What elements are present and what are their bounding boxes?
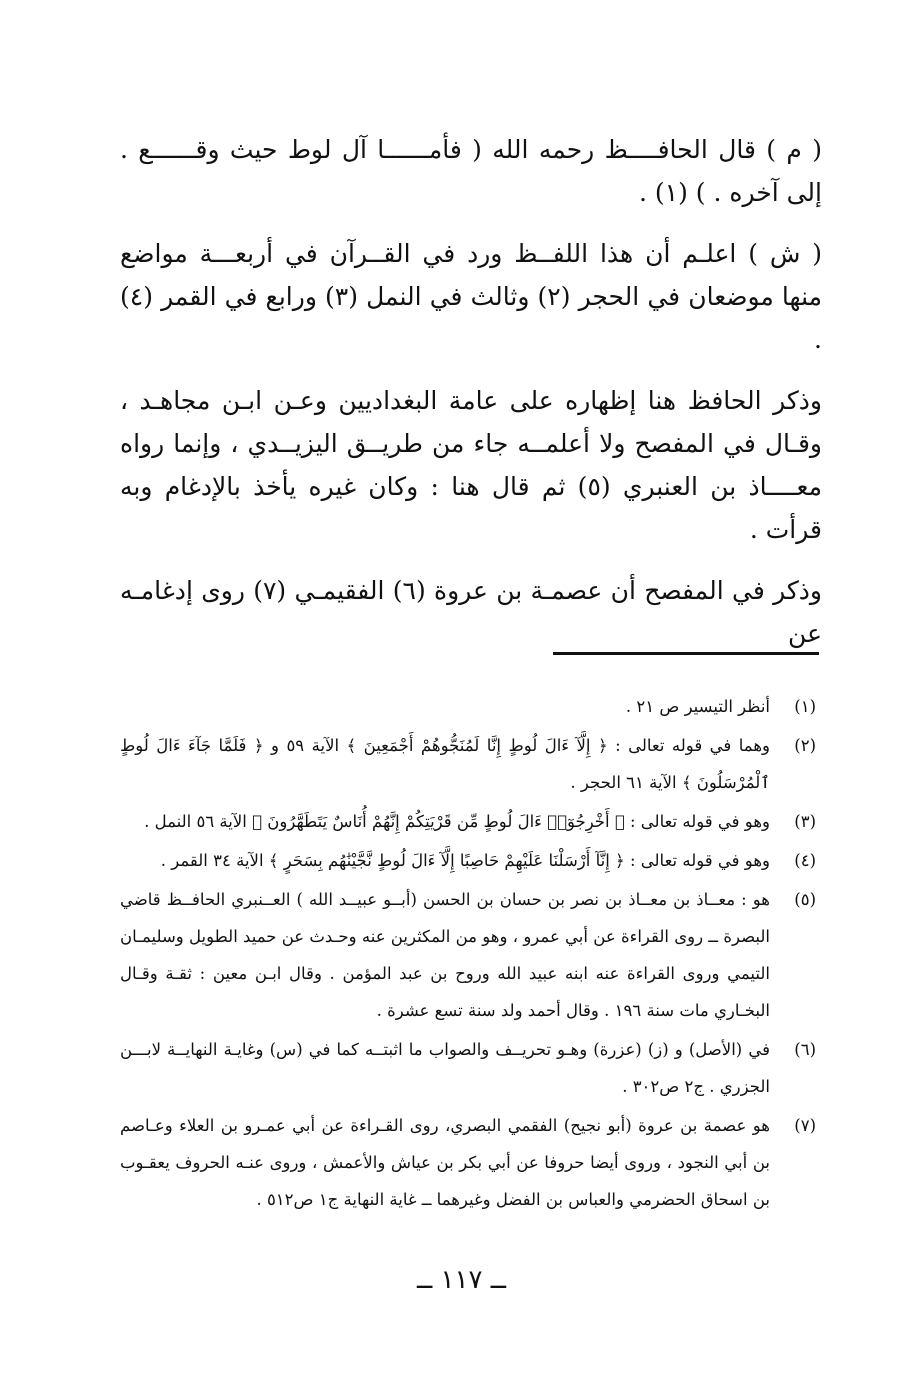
footnote-text: وهو في قوله تعالى : ﴿ إِنَّآ أَرْسَلْنَا عَلَيْهِمْ حَاصِبًا إِلَّآ ءَالَ لُوطٍ نَّجَّيْنَٰهُم بِسَحَرٍ ﴾ الآية ٣٤ القمر . [160, 851, 770, 870]
footnote-7 [120, 1107, 822, 1218]
footnote-text: وهما في قوله تعالى : ﴿ إِلَّآ ءَالَ لُوطٍ إِنَّا لَمُنَجُّوهُمْ أَجْمَعِينَ ﴾ الآية ٥٩ و ﴿ فَلَمَّا جَآءَ ءَالَ لُوطٍ ٱلْمُرْسَلُونَ ﴾ الآية ٦١ الحجر . [120, 736, 770, 792]
footnote-number: (٦) [794, 1040, 816, 1059]
footnote-number: (١) [794, 697, 816, 716]
footnote-5 [120, 881, 822, 1029]
footnote-text: في (الأصل) و (ز) (عزرة) وهـو تحريــف والصواب ما اثبتــه كما في (س) وغايـة النهايــة لابـــن الجزري . ج٢ ص٣٠٢ . [120, 1040, 770, 1096]
page-number: ــ ١١٧ ــ [417, 1265, 506, 1295]
footnote-4 [120, 842, 822, 879]
paragraph-3: وذكر الحافظ هنا إظهاره على عامة البغداديين وعـن ابـن مجاهـد ، وقـال في المفصح ولا أعلمــه جاء من طريــق اليزيــدي ، وإنما رواه معــــاذ بن العنبري (٥) ثم قال هنا : وكان غيره يأخذ بالإدغام وبه قرأت . [120, 386, 822, 544]
footnote-text: هو : معــاذ بن معــاذ بن نصر بن حسان بن الحسن (أبــو عبيــد الله ) العــنبري الحافــظ قاضي البصرة ــ روى القراءة عن أبي عمرو ، وهو من المكثرين عنه وحـدث عن حميد الطويل وسليمـان التيمي وروى القراءة عنه ابنه عبيد الله وروح بن عبد المؤمن . وقال ابـن معين : ثقـة وقـال البخـاري مات سنة ١٩٦ . وقال أحمد ولد سنة تسع عشرة . [120, 890, 770, 1020]
footnotes [120, 688, 822, 1220]
footnote-text: أنظر التيسير ص ٢١ . [625, 697, 770, 716]
paragraph-4: وذكر في المفصح أن عصمـة بن عروة (٦) الفقيمـي (٧) روى إدغامـه عن [120, 576, 822, 648]
footnote-number: (٤) [794, 851, 816, 870]
paragraph-1: ( م ) قال الحافــــظ رحمه الله ( فأمــــــا آل لوط حيث وقــــــع . إلى آخره . ) (١) . [120, 135, 822, 207]
footnote-2 [120, 727, 822, 801]
footnote-number: (٧) [794, 1116, 816, 1135]
footnote-text: هو عصمة بن عروة (أبو نجيح) الفقمي البصري، روى القـراءة عن أبي عمـرو بن العلاء وعـاصم بن أبي النجود ، وروى أيضا حروفا عن أبي بكر بن عياش والأعمش ، وروى عنـه الحروف يعقـوب بن اسحاق الحضرمي والعباس بن الفضل وغيرهما ــ غاية النهاية ج١ ص٥١٢ . [120, 1116, 770, 1209]
footnote-3 [120, 803, 822, 840]
footnote-number: (٥) [794, 890, 816, 909]
main-text [120, 128, 822, 655]
footnote-1 [120, 688, 822, 725]
footnote-separator [553, 652, 819, 655]
footnote-text: وهو في قوله تعالى : ﴿ أَخْرِجُوٓا۟ ءَالَ لُوطٍ مِّن قَرْيَتِكُمْ إِنَّهُمْ أُنَاسٌ يَتَطَهَّرُونَ ﴾ الآية ٥٦ النمل . [144, 812, 770, 831]
footnote-number: (٣) [794, 812, 816, 831]
footnote-6 [120, 1031, 822, 1105]
paragraph-2: ( ش ) اعلـم أن هذا اللفــظ ورد في القــرآن في أربعـــة مواضع منها موضعان في الحجر (٢) وثالث في النمل (٣) ورابع في القمر (٤) . [120, 239, 822, 354]
footnote-number: (٢) [794, 736, 816, 755]
